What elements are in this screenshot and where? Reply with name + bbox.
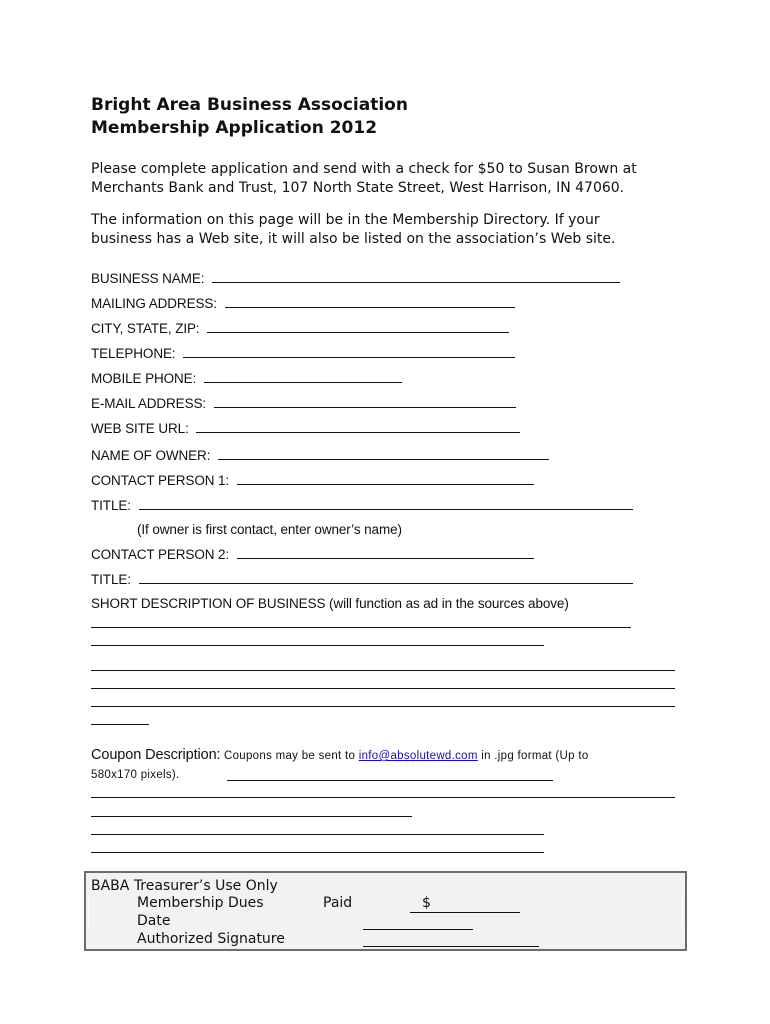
- intro-line-4: business has a Web site, it will also be listed on the association’s Web site.: [91, 231, 616, 247]
- title-2-row: [91, 570, 633, 589]
- coupon-line[interactable]: [91, 852, 544, 853]
- date-label: Date: [137, 913, 171, 929]
- contact-person-1-field[interactable]: [237, 471, 534, 485]
- treasurer-heading: BABA Treasurer’s Use Only: [91, 878, 278, 894]
- mailing-address-row: [91, 294, 515, 313]
- intro-line-1: Please complete application and send with a check for $50 to Susan Brown at: [91, 161, 637, 177]
- coupon-text-after: in .jpg format (Up to: [477, 750, 589, 762]
- coupon-text-before: Coupons may be sent to: [220, 750, 359, 762]
- coupon-line[interactable]: [91, 834, 544, 835]
- email-address-label: E-MAIL ADDRESS:: [91, 396, 207, 411]
- city-state-zip-field[interactable]: [207, 319, 509, 333]
- description-line[interactable]: [91, 645, 544, 646]
- description-line[interactable]: [91, 670, 675, 671]
- telephone-label: TELEPHONE:: [91, 346, 176, 361]
- intro-line-3: The information on this page will be in the Membership Directory. If your: [91, 212, 600, 228]
- contact-person-1-label: CONTACT PERSON 1:: [91, 473, 230, 488]
- description-line[interactable]: [91, 724, 149, 725]
- business-name-row: [91, 269, 620, 288]
- web-site-url-field[interactable]: [196, 419, 520, 433]
- name-of-owner-row: [91, 446, 549, 465]
- treasurer-box: [84, 871, 687, 951]
- contact-person-2-row: [91, 545, 534, 564]
- paid-amount-field[interactable]: [410, 894, 520, 913]
- coupon-row: [91, 746, 589, 765]
- signature-field[interactable]: [363, 930, 539, 947]
- coupon-size-note: 580x170 pixels).: [91, 769, 180, 781]
- org-title: Bright Area Business Association: [91, 95, 408, 115]
- mailing-address-field[interactable]: [225, 294, 515, 308]
- coupon-line[interactable]: [91, 797, 675, 798]
- date-field[interactable]: [363, 912, 473, 930]
- coupon-line[interactable]: [91, 816, 412, 817]
- title-2-field[interactable]: [139, 570, 633, 584]
- mailing-address-label: MAILING ADDRESS:: [91, 296, 217, 311]
- form-title: Membership Application 2012: [91, 118, 378, 138]
- coupon-label: Coupon Description:: [91, 747, 221, 763]
- paid-label: Paid: [323, 895, 353, 911]
- mobile-phone-field[interactable]: [204, 369, 402, 383]
- description-line[interactable]: [91, 627, 631, 628]
- intro-line-2: Merchants Bank and Trust, 107 North State Street, West Harrison, IN 47060.: [91, 180, 625, 196]
- description-line[interactable]: [91, 688, 675, 689]
- contact-person-2-label: CONTACT PERSON 2:: [91, 547, 230, 562]
- business-name-field[interactable]: [212, 269, 620, 283]
- telephone-field[interactable]: [183, 344, 515, 358]
- name-of-owner-label: NAME OF OWNER:: [91, 448, 211, 463]
- mobile-phone-label: MOBILE PHONE:: [91, 371, 197, 386]
- short-description-label: SHORT DESCRIPTION OF BUSINESS (will function as ad in the sources above): [91, 596, 569, 611]
- web-site-url-label: WEB SITE URL:: [91, 421, 189, 436]
- city-state-zip-label: CITY, STATE, ZIP:: [91, 321, 200, 336]
- membership-dues-label: Membership Dues: [137, 895, 264, 911]
- box-divider: [88, 895, 89, 927]
- title-1-field[interactable]: [139, 496, 633, 510]
- owner-note: (If owner is first contact, enter owner’s name): [137, 522, 402, 537]
- email-address-field[interactable]: [214, 394, 516, 408]
- contact-person-1-row: [91, 471, 534, 490]
- contact-person-2-field[interactable]: [237, 545, 534, 559]
- box-divider: [682, 895, 683, 927]
- authorized-signature-label: Authorized Signature: [137, 931, 285, 947]
- email-address-row: [91, 394, 516, 413]
- telephone-row: [91, 344, 515, 363]
- title-1-row: [91, 496, 633, 515]
- dollar-sign: $: [422, 895, 431, 911]
- name-of-owner-field[interactable]: [218, 446, 549, 460]
- web-site-url-row: [91, 419, 520, 438]
- description-line[interactable]: [91, 706, 675, 707]
- business-name-label: BUSINESS NAME:: [91, 271, 205, 286]
- coupon-line[interactable]: [227, 780, 553, 781]
- coupon-email-link[interactable]: info@absolutewd.com: [358, 750, 478, 762]
- city-state-zip-row: [91, 319, 509, 338]
- title-1-label: TITLE:: [91, 498, 131, 513]
- mobile-phone-row: [91, 369, 402, 388]
- title-2-label: TITLE:: [91, 572, 131, 587]
